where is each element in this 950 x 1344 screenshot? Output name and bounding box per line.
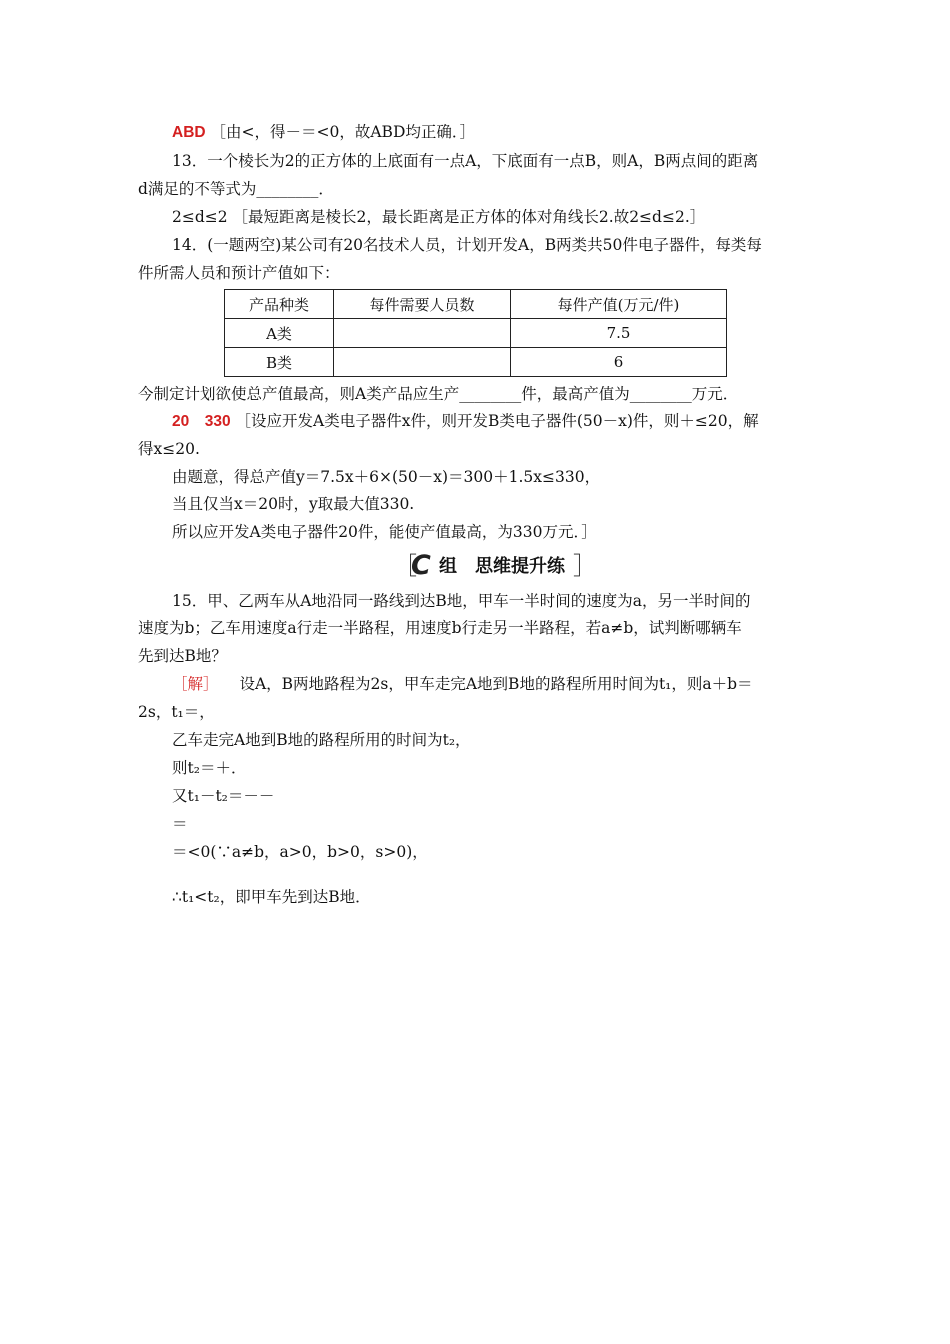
- section-open-bracket: ［: [393, 552, 417, 580]
- table-cell: [334, 319, 511, 348]
- q13-answer: 2≤d≤2 ［最短距离是棱长2，最长距离是正方体的体对角线长2.故2≤d≤2.］: [172, 208, 706, 226]
- q15-line1: 15．甲、乙两车从A地沿同一路线到达B地，甲车一半时间的速度为a，另一半时间的: [172, 592, 751, 610]
- q13-line2: d满足的不等式为________．: [138, 180, 334, 198]
- q14-line3: 今制定计划欲使总产值最高，则A类产品应生产________件，最高产值为________万元．: [138, 385, 739, 403]
- table-header-row: [225, 290, 727, 319]
- q15-solution-line6: ＝: [172, 815, 188, 833]
- q14-answer-text: ［设应开发A类电子器件x件，则开发B类电子器件(50－x)件，则＋≤20，解: [235, 412, 759, 430]
- q13-line1: 13．一个棱长为2的正方体的上底面有一点A，下底面有一点B，则A，B两点间的距离: [172, 152, 759, 170]
- q15-solution-line3: 乙车走完A地到B地的路程所用的时间为t₂，: [172, 731, 471, 749]
- q15-line3: 先到达B地？: [138, 647, 227, 665]
- q14-answer-line1: [172, 410, 759, 433]
- q12-answer-line: [172, 121, 475, 144]
- table-cell: A类: [225, 319, 334, 348]
- table-row: [225, 319, 727, 348]
- table-cell: B类: [225, 348, 334, 377]
- table-cell: [334, 348, 511, 377]
- q15-solution-line4: 则t₂＝＋．: [172, 759, 247, 777]
- product-table: [224, 289, 727, 377]
- table-header-cell: 每件需要人员数: [334, 290, 511, 319]
- table-header-cell: 产品种类: [225, 290, 334, 319]
- q15-solution-line1: [172, 673, 753, 695]
- q15-solution-line5: 又t₁－t₂＝－－: [172, 787, 275, 805]
- q14-answer-line3: 由题意，得总产值y＝7.5x＋6×(50－x)＝300＋1.5x≤330，: [172, 468, 601, 486]
- section-c-letter: C: [411, 550, 431, 581]
- solution-label: ［解］: [172, 675, 219, 693]
- q14-line1: 14．(一题两空)某公司有20名技术人员，计划开发A，B两类共50件电子器件，每类每: [172, 236, 762, 254]
- q14-answer-line4: 当且仅当x＝20时，y取最大值330.: [172, 495, 415, 513]
- q12-answer-text: ［由<，得－＝<0，故ABD均正确．］: [210, 123, 476, 141]
- q14-answer-line5: 所以应开发A类电子器件20件，能使产值最高，为330万元．］: [172, 523, 597, 541]
- q14-answer-label: 20 330: [172, 413, 231, 430]
- q15-solution-line2: 2s，t₁＝，: [138, 703, 215, 721]
- q14-line2: 件所需人员和预计产值如下：: [138, 264, 340, 282]
- solution-text: 设A，B两地路程为2s，甲车走完A地到B地的路程所用时间为t₁，则a＋b＝: [239, 675, 753, 693]
- q15-line2: 速度为b；乙车用速度a行走一半路程，用速度b行走另一半路程，若a≠b，试判断哪辆车: [138, 619, 742, 637]
- section-close-bracket: ］: [573, 552, 597, 580]
- table-row: [225, 348, 727, 377]
- section-c-header: [393, 550, 597, 582]
- table-header-cell: 每件产值(万元/件): [511, 290, 727, 319]
- table-cell: 6: [511, 348, 727, 377]
- q14-answer-line2: 得x≤20.: [138, 440, 200, 458]
- section-c-title: 组 思维提升练: [439, 556, 565, 577]
- q15-solution-line8: ∴t₁<t₂，即甲车先到达B地．: [172, 888, 371, 906]
- table-cell: 7.5: [511, 319, 727, 348]
- q12-answer-label: ABD: [172, 124, 206, 141]
- q15-solution-line7: ＝<0(∵a≠b，a>0，b>0，s>0)，: [172, 843, 428, 861]
